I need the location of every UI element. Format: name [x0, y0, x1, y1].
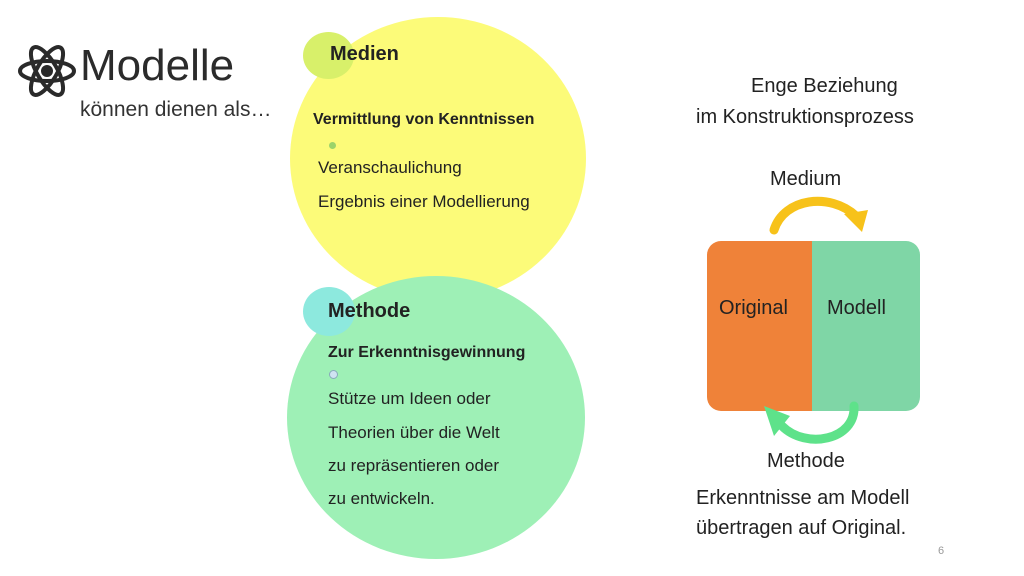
relation-header-line1: Enge Beziehung — [751, 75, 898, 97]
modell-label: Modell — [827, 297, 886, 319]
methode-subheading: Zur Erkenntnisgewinnung — [328, 344, 526, 361]
methode-item: Stütze um Ideen oder — [328, 389, 491, 408]
modell-block — [812, 241, 920, 411]
medium-label: Medium — [770, 168, 842, 190]
slide-subtitle: können dienen als… — [80, 98, 272, 121]
methode-bullet — [329, 370, 338, 379]
methode-item: zu repräsentieren oder — [328, 456, 500, 475]
methode-heading: Methode — [328, 300, 411, 322]
methode-label: Methode — [767, 450, 845, 472]
medien-item: Veranschaulichung — [318, 158, 462, 177]
methode-item: Theorien über die Welt — [328, 423, 500, 442]
atom-icon — [16, 40, 78, 102]
methode-arrow-icon — [756, 400, 868, 452]
methode-item: zu entwickeln. — [328, 489, 435, 508]
medien-bullet — [329, 142, 336, 149]
medien-subheading: Vermittlung von Kenntnissen — [313, 111, 535, 128]
relation-header-line2: im Konstruktionsprozess — [696, 106, 914, 128]
original-label: Original — [719, 297, 788, 319]
slide-title: Modelle — [80, 41, 235, 90]
page-number: 6 — [938, 545, 945, 557]
relation-footer-line2: übertragen auf Original. — [696, 517, 907, 539]
medien-heading: Medien — [330, 43, 399, 65]
medium-arrow-icon — [760, 186, 880, 238]
relation-footer-line1: Erkenntnisse am Modell — [696, 487, 910, 509]
medien-item: Ergebnis einer Modellierung — [318, 192, 530, 211]
original-block — [707, 241, 817, 411]
